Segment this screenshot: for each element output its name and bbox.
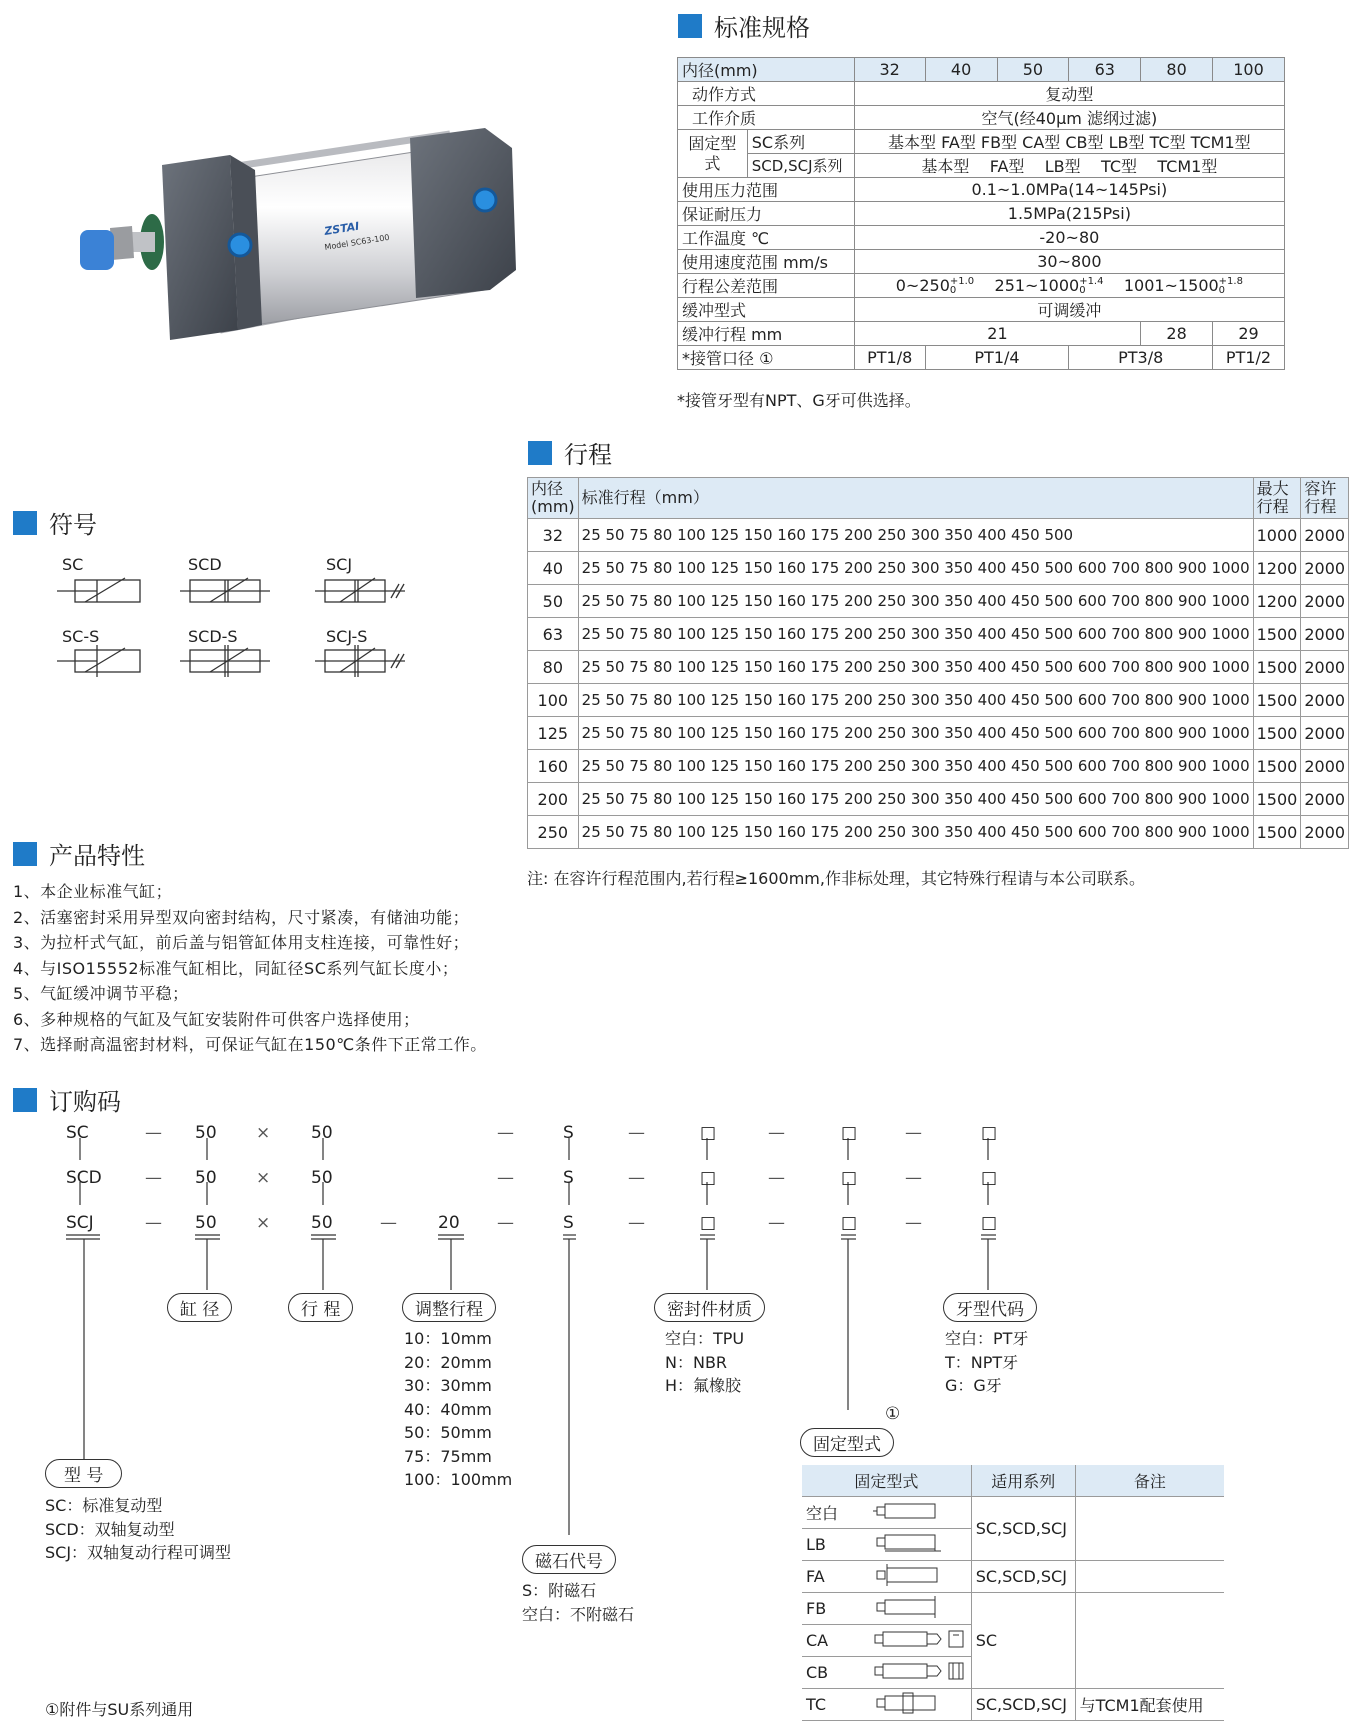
stroke-allow: 2000 <box>1301 552 1349 585</box>
mount-type-table <box>802 1465 1224 1721</box>
spec-bore: 32 <box>854 58 925 82</box>
stroke-max: 1200 <box>1253 585 1301 618</box>
hdr-line: 容许 <box>1304 479 1337 498</box>
mount-code: CB <box>802 1657 867 1689</box>
order-footnote: ①附件与SU系列通用 <box>45 1700 194 1719</box>
product-brand: ZSTAI <box>323 219 361 238</box>
spec-bore: 80 <box>1141 58 1213 82</box>
stroke-bore: 100 <box>528 684 579 717</box>
stroke-bore: 200 <box>528 783 579 816</box>
order-dash: — <box>905 1213 922 1233</box>
features-section-title: 产品特性 <box>13 836 145 871</box>
spec-bore: 63 <box>1069 58 1141 82</box>
stroke-max: 1500 <box>1253 783 1301 816</box>
order-dash: — <box>380 1213 397 1233</box>
section-marker-icon <box>528 441 552 465</box>
spec-label: 使用速度范围 mm/s <box>678 250 855 274</box>
stroke-max: 1200 <box>1253 552 1301 585</box>
stroke-bore: 125 <box>528 717 579 750</box>
tol-range: 251~1000 <box>994 275 1080 295</box>
adjust-stroke-options <box>404 1327 512 1492</box>
order-times: × <box>256 1213 271 1233</box>
order-magnet-code: S <box>563 1123 574 1143</box>
order-thread-code: □ <box>981 1168 998 1188</box>
tol-sup: +1.8 <box>1218 276 1243 288</box>
spec-value: 基本型 FA型 FB型 CA型 CB型 LB型 TC型 TCM1型 <box>854 130 1284 154</box>
order-times: × <box>256 1168 271 1188</box>
symbol-scj-s-icon <box>315 645 405 677</box>
spec-section-title: 标准规格 <box>678 8 810 43</box>
symbol-scj-icon <box>315 578 405 602</box>
mount-series: SC <box>971 1593 1075 1689</box>
tol-range: 0~250 <box>895 275 950 295</box>
spec-value: 空气(经40μm 滤纲过滤) <box>854 106 1284 130</box>
stroke-bore: 160 <box>528 750 579 783</box>
order-dash: — <box>497 1123 514 1143</box>
option-item: S：附磁石 <box>522 1581 597 1600</box>
spec-value: PT1/8 <box>854 346 925 370</box>
order-stroke-code: 50 <box>311 1213 333 1233</box>
stroke-max: 1500 <box>1253 684 1301 717</box>
stroke-row <box>528 816 1349 849</box>
spec-label: 保证耐压力 <box>678 202 855 226</box>
feature-item: 5、气缸缓冲调节平稳； <box>13 984 189 1003</box>
spec-label <box>678 130 748 178</box>
order-dash: — <box>628 1168 645 1188</box>
feature-item: 2、活塞密封采用异型双向密封结构，尺寸紧凑，有储油功能； <box>13 907 470 927</box>
order-model-code: SCJ <box>66 1213 94 1233</box>
mount-code: FB <box>802 1593 867 1625</box>
mount-remark <box>1075 1561 1224 1593</box>
spec-value: 0.1~1.0MPa(14~145Psi) <box>854 178 1284 202</box>
spec-bore: 40 <box>925 58 997 82</box>
stroke-row <box>528 552 1349 585</box>
product-image <box>80 130 570 370</box>
mount-code: FA <box>802 1561 867 1593</box>
spec-sublabel: SC系列 <box>747 130 854 154</box>
spec-value: 基本型 FA型 LB型 TC型 TCM1型 <box>854 154 1284 178</box>
stroke-row <box>528 783 1349 816</box>
stroke-allow: 2000 <box>1301 816 1349 849</box>
stroke-max: 1500 <box>1253 717 1301 750</box>
order-thread-code: □ <box>981 1213 998 1233</box>
hdr-line: 最大 <box>1256 479 1289 498</box>
stroke-std: 25 50 75 80 100 125 150 160 175 200 250 300 350 400 450 500 600 700 800 900 1000 <box>578 783 1253 816</box>
symbol-scd-icon <box>180 578 270 602</box>
option-item: T：NPT牙 <box>945 1352 1019 1372</box>
stroke-allow: 2000 <box>1301 783 1349 816</box>
stroke-bore: 32 <box>528 519 579 552</box>
mount-header: 固定型式 <box>802 1465 971 1497</box>
spec-value: 可调缓冲 <box>854 298 1284 322</box>
spec-table <box>677 57 1285 370</box>
section-marker-icon <box>13 511 37 535</box>
stroke-std: 25 50 75 80 100 125 150 160 175 200 250 300 350 400 450 500 600 700 800 900 1000 <box>578 684 1253 717</box>
order-dash: — <box>768 1213 785 1233</box>
order-seal-code: □ <box>700 1213 717 1233</box>
tol-sub: 0 <box>949 285 957 297</box>
mount-cb-icon <box>871 1660 967 1682</box>
stroke-bore: 80 <box>528 651 579 684</box>
mount-basic-icon <box>871 1501 945 1521</box>
option-item: 50：50mm <box>404 1423 492 1442</box>
option-item: 空白：PT牙 <box>945 1329 1029 1348</box>
spec-value: 30~800 <box>854 250 1284 274</box>
model-pill: 型 号 <box>45 1459 122 1488</box>
stroke-row <box>528 618 1349 651</box>
spec-sublabel: SCD,SCJ系列 <box>747 154 854 178</box>
mount-drawing <box>867 1561 972 1593</box>
spec-label: 缓冲型式 <box>678 298 855 322</box>
stroke-header-std: 标准行程（mm） <box>578 478 1253 519</box>
stroke-bore: 250 <box>528 816 579 849</box>
mount-series: SC,SCD,SCJ <box>971 1497 1075 1561</box>
spec-label: 缓冲行程 mm <box>678 322 855 346</box>
option-item: SCD：双轴复动型 <box>45 1519 175 1539</box>
stroke-note: 注: 在容许行程范围内,若行程≥1600mm,作非标处理，其它特殊行程请与本公司联系。 <box>527 869 1145 888</box>
mount-code: 空白 <box>802 1497 867 1529</box>
order-magnet-code: S <box>563 1168 574 1188</box>
spec-bore: 100 <box>1213 58 1285 82</box>
spec-label: 工作介质 <box>678 106 855 130</box>
stroke-allow: 2000 <box>1301 717 1349 750</box>
option-item: 75：75mm <box>404 1446 492 1466</box>
symbol-label: SC <box>62 555 84 574</box>
spec-value: 28 <box>1141 322 1213 346</box>
symbol-label: SCD-S <box>188 627 238 646</box>
stroke-header-max <box>1253 478 1301 519</box>
order-dash: — <box>145 1213 162 1233</box>
stroke-std: 25 50 75 80 100 125 150 160 175 200 250 300 350 400 450 500 600 700 800 900 1000 <box>578 618 1253 651</box>
order-dash: — <box>497 1168 514 1188</box>
hdr-line: (mm) <box>531 497 575 516</box>
model-options <box>45 1494 231 1565</box>
order-dash: — <box>497 1213 514 1233</box>
spec-tolerance <box>854 274 1284 298</box>
stroke-std: 25 50 75 80 100 125 150 160 175 200 250 300 350 400 450 500 600 700 800 900 1000 <box>578 585 1253 618</box>
mount-fa-icon <box>871 1564 945 1586</box>
mount-code: TC <box>802 1689 867 1721</box>
stroke-section-title: 行程 <box>528 435 612 470</box>
order-bore-code: 50 <box>195 1213 217 1233</box>
stroke-allow: 2000 <box>1301 684 1349 717</box>
tol-sub: 0 <box>1079 285 1086 297</box>
tol-sup: +1.4 <box>1079 276 1104 288</box>
option-item: H：氟橡胶 <box>665 1376 742 1395</box>
option-item: 40：40mm <box>404 1399 492 1419</box>
stroke-header-allow <box>1301 478 1349 519</box>
feature-item: 6、多种规格的气缸及气缸安装附件可供客户选择使用； <box>13 1009 420 1029</box>
tol-range: 1001~1500 <box>1123 275 1219 295</box>
option-item: N：NBR <box>665 1352 728 1372</box>
mount-lb-icon <box>871 1532 945 1554</box>
spec-bore-header: 内径(mm) <box>678 58 855 82</box>
stroke-allow: 2000 <box>1301 618 1349 651</box>
feature-item: 4、与ISO15552标准气缸相比，同缸径SC系列气缸长度小； <box>13 958 459 978</box>
adjust-stroke-pill: 调整行程 <box>402 1293 496 1322</box>
stroke-max: 1000 <box>1253 519 1301 552</box>
feature-item: 7、选择耐高温密封材料，可保证气缸在150℃条件下正常工作。 <box>13 1035 487 1054</box>
order-dash: — <box>768 1168 785 1188</box>
symbol-sc-icon <box>57 578 140 602</box>
stroke-allow: 2000 <box>1301 651 1349 684</box>
order-stroke-code: 50 <box>311 1168 333 1188</box>
spec-label: 动作方式 <box>678 82 855 106</box>
stroke-max: 1500 <box>1253 750 1301 783</box>
tol-sup: +1.0 <box>949 276 975 288</box>
stroke-row <box>528 717 1349 750</box>
magnet-options <box>522 1579 634 1626</box>
mount-header: 备注 <box>1075 1465 1224 1497</box>
order-mount-code: □ <box>841 1168 858 1188</box>
spec-label: 行程公差范围 <box>678 274 855 298</box>
stroke-std: 25 50 75 80 100 125 150 160 175 200 250 300 350 400 450 500 600 700 800 900 1000 <box>578 717 1253 750</box>
option-item: 20：20mm <box>404 1352 492 1372</box>
stroke-row <box>528 651 1349 684</box>
section-marker-icon <box>13 1088 37 1112</box>
option-item: 空白：TPU <box>665 1329 745 1348</box>
mount-series: SC,SCD,SCJ <box>971 1561 1075 1593</box>
order-dash: — <box>628 1123 645 1143</box>
mount-drawing <box>867 1657 972 1689</box>
option-item: 10：10mm <box>404 1329 492 1348</box>
stroke-allow: 2000 <box>1301 585 1349 618</box>
symbol-scd-s-icon <box>180 645 270 677</box>
symbol-label: SCJ-S <box>326 627 368 646</box>
symbols-section-title: 符号 <box>13 505 97 540</box>
stroke-std: 25 50 75 80 100 125 150 160 175 200 250 300 350 400 450 500 600 700 800 900 1000 <box>578 816 1253 849</box>
order-dash: — <box>905 1123 922 1143</box>
stroke-allow: 2000 <box>1301 519 1349 552</box>
mount-remark <box>1075 1593 1224 1689</box>
thread-options <box>945 1327 1028 1398</box>
hdr-line: 内径 <box>531 479 564 498</box>
spec-value: PT3/8 <box>1069 346 1213 370</box>
stroke-header-bore <box>528 478 579 519</box>
mount-drawing <box>867 1593 972 1625</box>
feature-item: 1、本企业标准气缸； <box>13 882 173 901</box>
order-bore-code: 50 <box>195 1123 217 1143</box>
mount-tc-icon <box>871 1692 945 1714</box>
order-section-title: 订购码 <box>13 1082 121 1117</box>
order-dash: — <box>145 1168 162 1188</box>
order-seal-code: □ <box>700 1168 717 1188</box>
stroke-max: 1500 <box>1253 816 1301 849</box>
spec-value: PT1/4 <box>925 346 1069 370</box>
stroke-max: 1500 <box>1253 618 1301 651</box>
spec-bore: 50 <box>997 58 1069 82</box>
spec-value: 29 <box>1213 322 1285 346</box>
tol-sub: 0 <box>1218 285 1226 297</box>
stroke-max: 1500 <box>1253 651 1301 684</box>
spec-footnote: *接管牙型有NPT、G牙可供选择。 <box>677 391 921 410</box>
mount-drawing <box>867 1529 972 1561</box>
hdr-line: 行程 <box>1256 497 1289 516</box>
hdr-line: 行程 <box>1304 497 1337 516</box>
product-model-label: Model SC63-100 <box>323 232 391 252</box>
order-mount-code: □ <box>841 1123 858 1143</box>
option-item: G：G牙 <box>945 1376 1002 1395</box>
order-dash: — <box>628 1213 645 1233</box>
stroke-row <box>528 684 1349 717</box>
section-marker-icon <box>678 14 702 38</box>
stroke-row <box>528 519 1349 552</box>
mount-drawing <box>867 1625 972 1657</box>
stroke-pill: 行 程 <box>288 1293 353 1322</box>
option-item: 30：30mm <box>404 1376 492 1395</box>
symbol-label: SC-S <box>62 627 100 646</box>
mount-series: SC,SCD,SCJ <box>971 1689 1075 1721</box>
order-magnet-code: S <box>563 1213 574 1233</box>
mount-header: 适用系列 <box>971 1465 1075 1497</box>
symbol-label: SCD <box>188 555 222 574</box>
order-bore-code: 50 <box>195 1168 217 1188</box>
mount-drawing <box>867 1497 972 1529</box>
order-dash: — <box>145 1123 162 1143</box>
spec-mount-label: 固定型式 <box>688 133 737 173</box>
features-list <box>13 879 487 1058</box>
order-model-code: SC <box>66 1123 89 1143</box>
symbol-label: SCJ <box>326 555 353 574</box>
spec-value: -20~80 <box>854 226 1284 250</box>
magnet-code-pill: 磁石代号 <box>522 1545 616 1574</box>
stroke-std: 25 50 75 80 100 125 150 160 175 200 250 300 350 400 450 500 600 700 800 900 1000 <box>578 552 1253 585</box>
order-dash: — <box>768 1123 785 1143</box>
mount-remark <box>1075 1497 1224 1561</box>
order-stroke-code: 50 <box>311 1123 333 1143</box>
mount-remark: 与TCM1配套使用 <box>1075 1689 1224 1721</box>
option-item: 空白：不附磁石 <box>522 1604 635 1624</box>
stroke-row <box>528 585 1349 618</box>
stroke-bore: 50 <box>528 585 579 618</box>
order-model-code: SCD <box>66 1168 102 1188</box>
option-item: 100：100mm <box>404 1470 513 1489</box>
spec-value: 21 <box>854 322 1140 346</box>
order-seal-code: □ <box>700 1123 717 1143</box>
mount-code: LB <box>802 1529 867 1561</box>
spec-value: PT1/2 <box>1213 346 1285 370</box>
stroke-std: 25 50 75 80 100 125 150 160 175 200 250 300 350 400 450 500 <box>578 519 1253 552</box>
mount-ca-icon <box>871 1628 967 1650</box>
spec-value: 1.5MPa(215Psi) <box>854 202 1284 226</box>
section-marker-icon <box>13 842 37 866</box>
order-dash: — <box>905 1168 922 1188</box>
mount-marker: ① <box>885 1404 901 1424</box>
stroke-bore: 40 <box>528 552 579 585</box>
seal-material-pill: 密封件材质 <box>654 1293 765 1322</box>
option-item: SC：标准复动型 <box>45 1496 163 1515</box>
stroke-std: 25 50 75 80 100 125 150 160 175 200 250 300 350 400 450 500 600 700 800 900 1000 <box>578 750 1253 783</box>
option-item: SCJ：双轴复动行程可调型 <box>45 1543 232 1562</box>
symbol-sc-s-icon <box>57 645 140 677</box>
mount-code: CA <box>802 1625 867 1657</box>
stroke-row <box>528 750 1349 783</box>
spec-label: *接管口径 ① <box>678 346 855 370</box>
order-adjust-code: 20 <box>438 1213 460 1233</box>
bore-pill: 缸 径 <box>167 1293 232 1322</box>
seal-options <box>665 1327 744 1398</box>
stroke-table <box>527 477 1349 849</box>
spec-value: 复动型 <box>854 82 1284 106</box>
stroke-bore: 63 <box>528 618 579 651</box>
cylinder-symbols <box>55 578 425 688</box>
mount-type-pill: 固定型式 <box>800 1428 894 1457</box>
stroke-allow: 2000 <box>1301 750 1349 783</box>
thread-code-pill: 牙型代码 <box>943 1293 1037 1322</box>
feature-item: 3、为拉杆式气缸，前后盖与铝管缸体用支柱连接，可靠性好； <box>13 933 470 952</box>
spec-label: 使用压力范围 <box>678 178 855 202</box>
mount-drawing <box>867 1689 972 1721</box>
stroke-std: 25 50 75 80 100 125 150 160 175 200 250 300 350 400 450 500 600 700 800 900 1000 <box>578 651 1253 684</box>
order-times: × <box>256 1123 271 1143</box>
mount-fb-icon <box>871 1596 945 1618</box>
order-mount-code: □ <box>841 1213 858 1233</box>
order-thread-code: □ <box>981 1123 998 1143</box>
spec-label: 工作温度 ℃ <box>678 226 855 250</box>
